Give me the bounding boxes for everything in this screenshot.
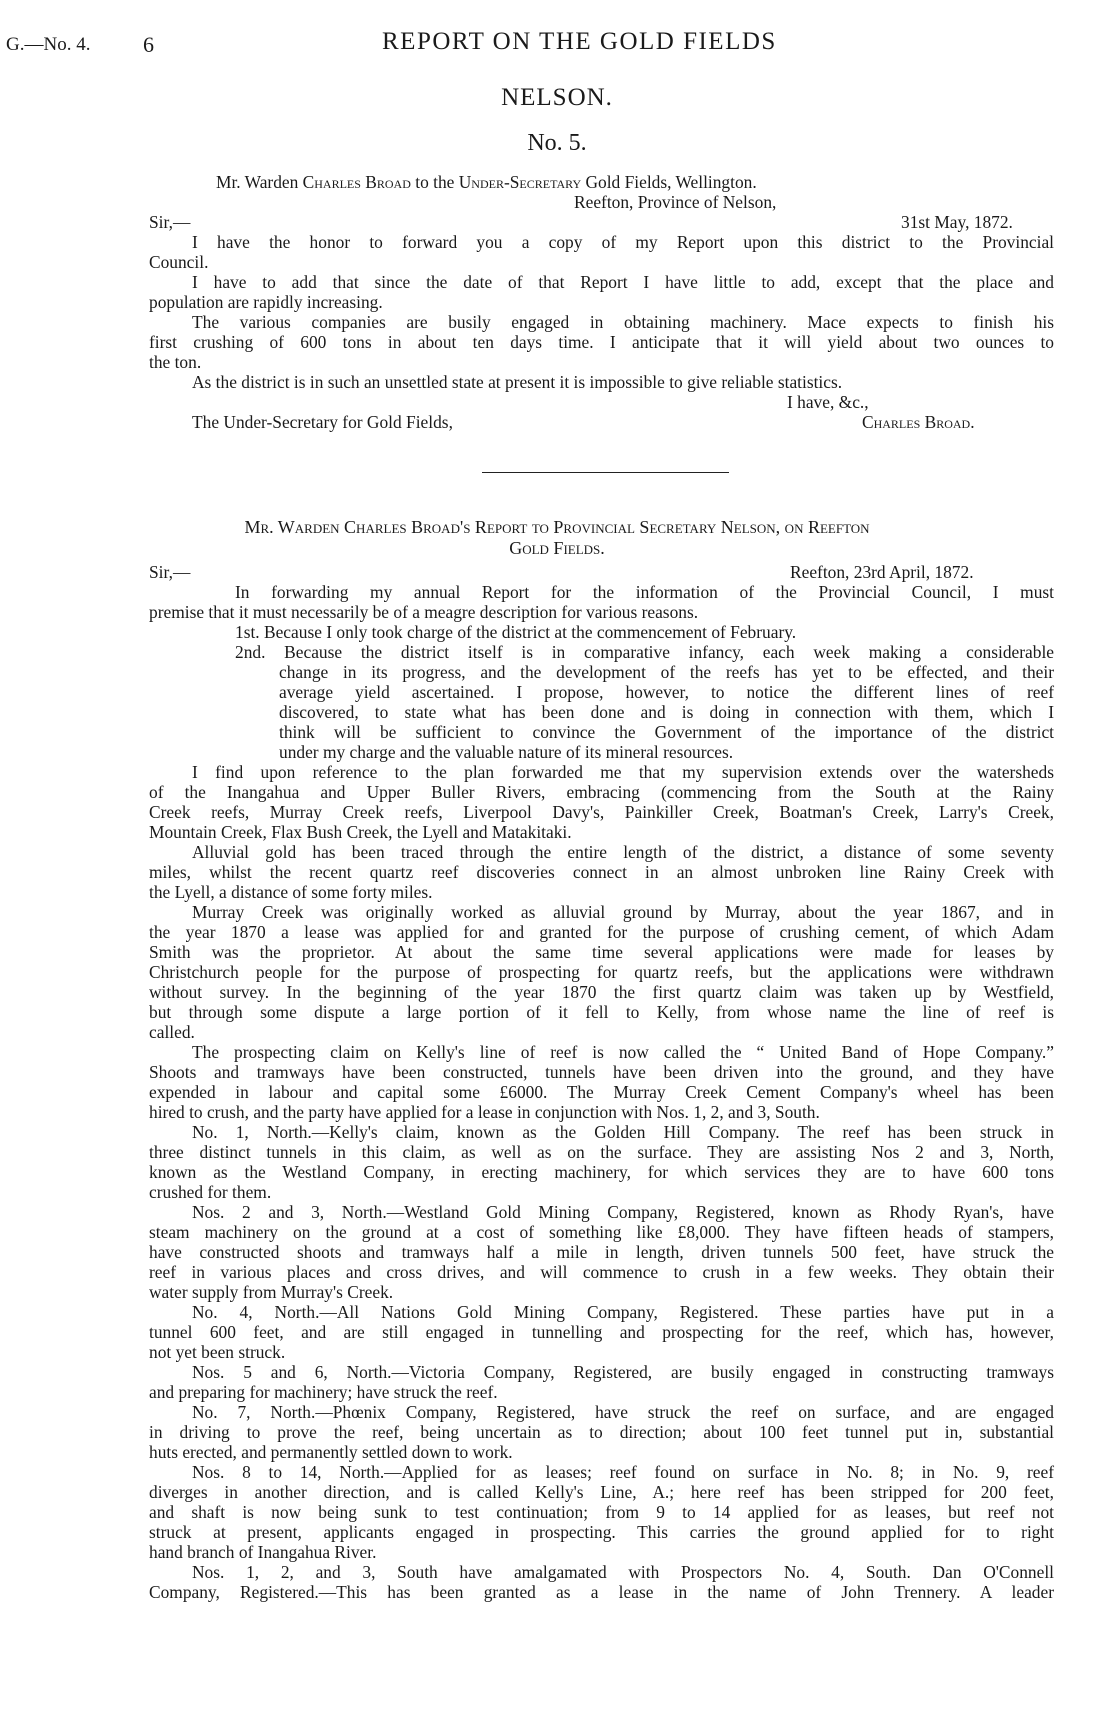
paragraph-line: Creek reefs, Murray Creek reefs, Liverpool Davy's, Painkiller Creek, Boatman's Creek, Larry's Creek,	[149, 802, 1054, 822]
paragraph-line: Nos. 2 and 3, North.—Westland Gold Mining Company, Registered, known as Rhody Ryan's, have	[192, 1202, 1054, 1222]
report-salutation: Sir,—	[149, 562, 191, 582]
paragraph-line: Christchurch people for the purpose of prospecting for quartz reefs, but the applications were withdrawn	[149, 962, 1054, 982]
section-divider	[482, 472, 729, 473]
paragraph-line: but through some dispute a large portion of it fell to Kelly, from whose name the line of reef is	[149, 1002, 1054, 1022]
letter-date: 31st May, 1872.	[901, 212, 1013, 232]
letter-salutation: Sir,—	[149, 212, 191, 232]
subtitle: NELSON.	[501, 84, 613, 111]
paragraph-line: diverges in another direction, and is called Kelly's Line, A.; here reef has been stripped for 200 feet,	[149, 1482, 1054, 1502]
body-line: I have to add that since the date of that Report I have little to add, except that the place and	[192, 272, 1054, 292]
paragraph-line: three distinct tunnels in this claim, as well as on the surface. They are assisting Nos 2 and 3, North,	[149, 1142, 1054, 1162]
paragraph-line: Murray Creek was originally worked as alluvial ground by Murray, about the year 1867, and in	[192, 902, 1054, 922]
paragraph-line: struck at present, applicants engaged in prospecting. This carries the ground applied for to right	[149, 1522, 1054, 1542]
paragraph-line: the year 1870 a lease was applied for and granted for the purpose of crushing cement, of which Adam	[149, 922, 1054, 942]
paragraph-line: and shaft is now being sunk to test continuation; from 9 to 14 applied for as leases, but reef not	[149, 1502, 1054, 1522]
paragraph-line: Nos. 1, 2, and 3, South have amalgamated with Prospectors No. 4, South. Dan O'Connell	[192, 1562, 1054, 1582]
reason-line: discovered, to state what has been done and is doing in connection with them, which I	[279, 702, 1054, 722]
paragraph-line: Shoots and tramways have been constructed, tunnels have been driven into the ground, and they have	[149, 1062, 1054, 1082]
paragraph-line: not yet been struck.	[149, 1342, 286, 1362]
paragraph-line: Company, Registered.—This has been granted as a lease in the name of John Trennery. A leader	[149, 1582, 1054, 1602]
intro-line: In forwarding my annual Report for the information of the Provincial Council, I must	[235, 582, 1054, 602]
body-line: population are rapidly increasing.	[149, 292, 383, 312]
paragraph-line: No. 4, North.—All Nations Gold Mining Company, Registered. These parties have put in a	[192, 1302, 1054, 1322]
body-line: I have the honor to forward you a copy of my Report upon this district to the Provincial	[192, 232, 1054, 252]
paragraph-line: The prospecting claim on Kelly's line of reef is now called the “ United Band of Hope Company.”	[192, 1042, 1054, 1062]
paragraph-line: Nos. 5 and 6, North.—Victoria Company, Registered, are busily engaged in constructing tramways	[192, 1362, 1054, 1382]
paragraph-line: in driving to prove the reef, being uncertain as to direction; about 100 feet tunnel put in, substantial	[149, 1422, 1054, 1442]
paragraph-line: known as the Westland Company, in erecting machinery, for which services they are to have 600 tons	[149, 1162, 1054, 1182]
letter-closing: I have, &c.,	[787, 392, 869, 412]
paragraph-line: No. 1, North.—Kelly's claim, known as the Golden Hill Company. The reef has been struck in	[192, 1122, 1054, 1142]
paragraph-line: Alluvial gold has been traced through the entire length of the district, a distance of some seventy	[192, 842, 1054, 862]
letter-signature: Charles Broad.	[862, 412, 975, 432]
paragraph-line: reef in various places and cross drives, and will commence to crush in a few weeks. They obtain their	[149, 1262, 1054, 1282]
paragraph-line: Nos. 8 to 14, North.—Applied for as leases; reef found on surface in No. 8; in No. 9, reef	[192, 1462, 1054, 1482]
paragraph-line: without survey. In the beginning of the year 1870 the first quartz claim was taken up by Westfield,	[149, 982, 1054, 1002]
body-line: The various companies are busily engaged in obtaining machinery. Mace expects to finish his	[192, 312, 1054, 332]
letter-place: Reefton, Province of Nelson,	[574, 192, 777, 212]
paragraph-line: and preparing for machinery; have struck the reef.	[149, 1382, 498, 1402]
reason-line: change in its progress, and the development of the reefs has yet to be effected, and their	[279, 662, 1054, 682]
paragraph-line: expended in labour and capital some £6000. The Murray Creek Cement Company's wheel has been	[149, 1082, 1054, 1102]
sheet-reference: G.—No. 4.	[6, 34, 91, 55]
paragraph-line: crushed for them.	[149, 1182, 272, 1202]
letter-from-line: Mr. Warden Charles Broad to the Under-Secretary Gold Fields, Wellington.	[216, 172, 757, 192]
paragraph-line: steam machinery on the ground at a cost of something like £8,000. They have fifteen heads of stampers,	[149, 1222, 1054, 1242]
report-date: Reefton, 23rd April, 1872.	[790, 562, 974, 582]
paragraph-line: the Lyell, a distance of some forty miles.	[149, 882, 433, 902]
paragraph-line: No. 7, North.—Phœnix Company, Registered, have struck the reef on surface, and are engaged	[192, 1402, 1054, 1422]
body-line: first crushing of 600 tons in about ten days time. I anticipate that it will yield about two ounces to	[149, 332, 1054, 352]
intro-line: premise that it must necessarily be of a meagre description for various reasons.	[149, 602, 699, 622]
report-title-line-2: Gold Fields.	[509, 538, 605, 558]
paragraph-line: hand branch of Inangahua River.	[149, 1542, 377, 1562]
paragraph-line: Mountain Creek, Flax Bush Creek, the Lyell and Matakitaki.	[149, 822, 572, 842]
paragraph-line: huts erected, and permanently settled down to work.	[149, 1442, 513, 1462]
paragraph-line: miles, whilst the recent quartz reef discoveries connect in an almost unbroken line Rainy Creek with	[149, 862, 1054, 882]
paragraph-line: water supply from Murray's Creek.	[149, 1282, 394, 1302]
paragraph-line: Smith was the proprietor. At about the same time several applications were made for leases by	[149, 942, 1054, 962]
reason-line: 2nd. Because the district itself is in comparative infancy, each week making a considerable	[235, 642, 1054, 662]
reason-1: 1st. Because I only took charge of the district at the commencement of February.	[235, 622, 797, 642]
paragraph-line: of the Inangahua and Upper Buller Rivers, embracing (commencing from the South at the Rainy	[149, 782, 1054, 802]
reason-line: under my charge and the valuable nature of its mineral resources.	[279, 742, 734, 762]
recipient-title: Under-Secretary	[458, 172, 582, 192]
body-line: Council.	[149, 252, 209, 272]
paragraph-line: have constructed shoots and tramways half a mile in length, driven tunnels 500 feet, have struck the	[149, 1242, 1054, 1262]
letter-addressee: The Under-Secretary for Gold Fields,	[192, 412, 453, 432]
body-line: As the district is in such an unsettled state at present it is impossible to give reliable statistics.	[192, 372, 843, 392]
sender-name: Charles Broad	[302, 172, 411, 192]
page-number: 6	[143, 32, 154, 57]
paragraph-line: I find upon reference to the plan forwarded me that my supervision extends over the watersheds	[192, 762, 1054, 782]
paragraph-line: hired to crush, and the party have applied for a lease in conjunction with Nos. 1, 2, and 3, South.	[149, 1102, 820, 1122]
body-line: the ton.	[149, 352, 202, 372]
running-title: REPORT ON THE GOLD FIELDS	[382, 28, 777, 55]
reason-line: think will be sufficient to convince the Government of the importance of the district	[279, 722, 1054, 742]
document-number: No. 5.	[527, 130, 587, 156]
reason-line: average yield ascertained. I propose, however, to notice the different lines of reef	[279, 682, 1054, 702]
report-title-line-1: Mr. Warden Charles Broad's Report to Provincial Secretary Nelson, on Reefton	[244, 517, 870, 537]
paragraph-line: tunnel 600 feet, and are still engaged in tunnelling and prospecting for the reef, which has, however,	[149, 1322, 1054, 1342]
paragraph-line: called.	[149, 1022, 195, 1042]
